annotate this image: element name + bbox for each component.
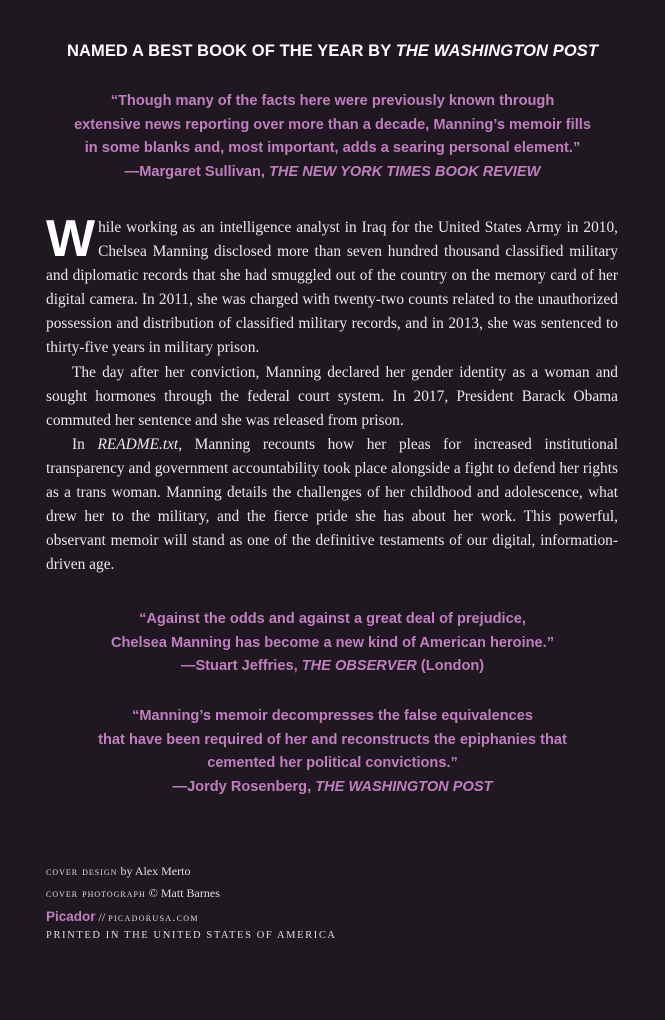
attribution-name: —Stuart Jeffries, bbox=[180, 658, 298, 674]
attribution-source: THE OBSERVER bbox=[301, 658, 417, 674]
quote-attribution bbox=[0, 161, 665, 185]
separator: // bbox=[98, 910, 106, 924]
quote-jeffries bbox=[0, 608, 665, 679]
quote-line: “Though many of the facts here were previously known through bbox=[110, 93, 555, 109]
quote-sullivan bbox=[0, 90, 665, 184]
headline-text: NAMED A BEST BOOK OF THE YEAR BY bbox=[66, 42, 392, 60]
book-title: README.txt bbox=[97, 435, 179, 453]
quote-line: that have been required of her and reconstructs the epiphanies that bbox=[98, 731, 567, 748]
publisher-line bbox=[46, 906, 337, 928]
quote-line: “Manning’s memoir decompresses the false equivalences bbox=[132, 708, 533, 724]
paragraph-3 bbox=[46, 433, 618, 578]
cover-photo-credit bbox=[46, 882, 337, 904]
paragraph-1-text: hile working as an intelligence analyst in Iraq for the United States Army in 2010, Chelsea Manning disclosed more than seven hundred thousand classified military and diplomatic records that she had smuggled out of the country on the memory card of her digital camera. In 2011, she was charged with twenty-two counts related to the unauthorized possession and distribution of classified military records, and in 2013, she was sentenced to thirty-five years in military prison. bbox=[46, 219, 618, 357]
headline bbox=[0, 42, 665, 61]
publisher-name: Picador bbox=[46, 909, 96, 924]
attribution-name: —Jordy Rosenberg, bbox=[172, 778, 312, 795]
publisher-url[interactable]: picadorusa.com bbox=[108, 910, 199, 924]
paragraph-3-prefix: In bbox=[72, 435, 85, 453]
cover-design-credit bbox=[46, 860, 337, 882]
printed-notice: PRINTED IN THE UNITED STATES OF AMERICA bbox=[46, 930, 337, 941]
quote-attribution bbox=[0, 776, 665, 800]
paragraph-1 bbox=[46, 210, 618, 361]
cover-design-label: cover design bbox=[46, 864, 118, 878]
paragraph-2: The day after her conviction, Manning declared her gender identity as a woman and sought hormones through the federal court system. In 2017, President Barack Obama commuted her sentence and she was released from prison. bbox=[46, 363, 618, 429]
cover-design-value: by Alex Merto bbox=[120, 864, 191, 878]
quote-rosenberg bbox=[0, 705, 665, 799]
attribution-suffix: (London) bbox=[420, 658, 485, 674]
quote-line: extensive news reporting over more than a decade, Manning’s memoir fills bbox=[74, 116, 591, 133]
headline-publication: THE WASHINGTON POST bbox=[395, 42, 599, 60]
quote-line: in some blanks and, most important, adds a searing personal element.” bbox=[84, 140, 581, 156]
quote-line: “Against the odds and against a great deal of prejudice, bbox=[139, 611, 526, 627]
quote-attribution bbox=[0, 655, 665, 679]
credits bbox=[46, 860, 337, 944]
quote-line: cemented her political convictions.” bbox=[207, 755, 458, 771]
attribution-source: THE NEW YORK TIMES BOOK REVIEW bbox=[269, 163, 541, 180]
drop-cap: W bbox=[46, 210, 96, 268]
description bbox=[46, 210, 618, 577]
quote-line: Chelsea Manning has become a new kind of American heroine.” bbox=[110, 634, 555, 651]
attribution-source: THE WASHINGTON POST bbox=[315, 778, 493, 795]
cover-photo-label: cover photograph bbox=[46, 886, 146, 900]
cover-photo-value: © Matt Barnes bbox=[148, 886, 220, 900]
paragraph-3-text: , Manning recounts how her pleas for increased institutional transparency and government accountability took place alongside a fight to defend her rights as a trans woman. Manning details the challenges of her childhood and adolescence, what drew her to the military, and the fierce pride she has about her work. This powerful, observant memoir will stand as one of the definitive testaments of our digital, information-driven age. bbox=[46, 435, 618, 574]
attribution-name: —Margaret Sullivan, bbox=[124, 163, 265, 180]
